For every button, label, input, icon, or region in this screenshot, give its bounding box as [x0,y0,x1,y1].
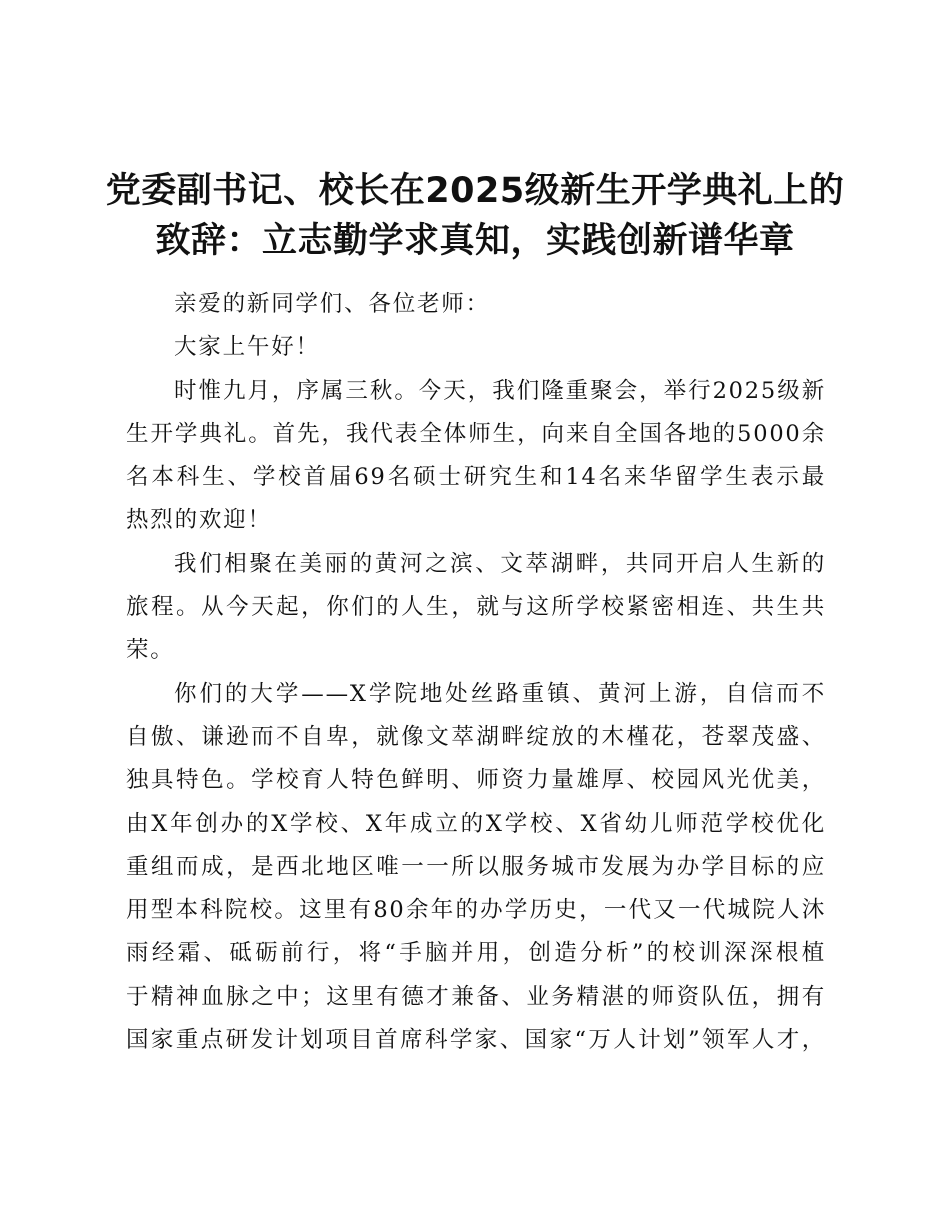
paragraph-line: 雨经霜、砥砺前行，将“手脑并用，创造分析”的校训深深根植 [126,940,826,967]
document-body [126,283,826,1062]
paragraph-line: 由X年创办的X学校、X年成立的X学校、X省幼儿师范学校优化 [126,810,826,837]
paragraph-line: 时惟九月，序属三秋。今天，我们隆重聚会，举行2025级新 [174,377,826,404]
paragraph-line: 独具特色。学校育人特色鲜明、师资力量雄厚、校园风光优美， [126,767,826,794]
paragraph-line: 用型本科院校。这里有80余年的办学历史，一代又一代城院人沐 [126,897,826,924]
paragraph-line: 生开学典礼。首先，我代表全体师生，向来自全国各地的5000余 [126,420,826,447]
paragraph-line: 自傲、谦逊而不自卑，就像文萃湖畔绽放的木槿花，苍翠茂盛、 [126,723,826,750]
salutation: 亲爱的新同学们、各位老师： [174,291,490,317]
paragraph-line: 我们相聚在美丽的黄河之滨、文萃湖畔，共同开启人生新的 [174,550,826,577]
paragraph-line: 热烈的欢迎！ [126,507,272,534]
paragraph-line: 于精神血脉之中；这里有德才兼备、业务精湛的师资队伍，拥有 [126,983,826,1010]
paragraph-line: 旅程。从今天起，你们的人生，就与这所学校紧密相连、共生共 [126,594,826,621]
paragraph-line: 重组而成，是西北地区唯一一所以服务城市发展为办学目标的应 [126,853,826,880]
paragraph-line: 国家重点研发计划项目首席科学家、国家“万人计划”领军人才， [126,1027,826,1054]
title-line: 党委副书记、校长在2025级新生开学典礼上的 [105,171,845,211]
paragraph-line: 名本科生、学校首届69名硕士研究生和14名来华留学生表示最 [126,464,826,491]
paragraph-line: 荣。 [126,637,175,664]
paragraph-line: 你们的大学——X学院地处丝路重镇、黄河上游，自信而不 [174,680,826,707]
title-line: 致辞：立志勤学求真知，实践创新谱华章 [155,221,795,261]
greeting: 大家上午好！ [174,334,320,361]
document-title [100,166,850,266]
